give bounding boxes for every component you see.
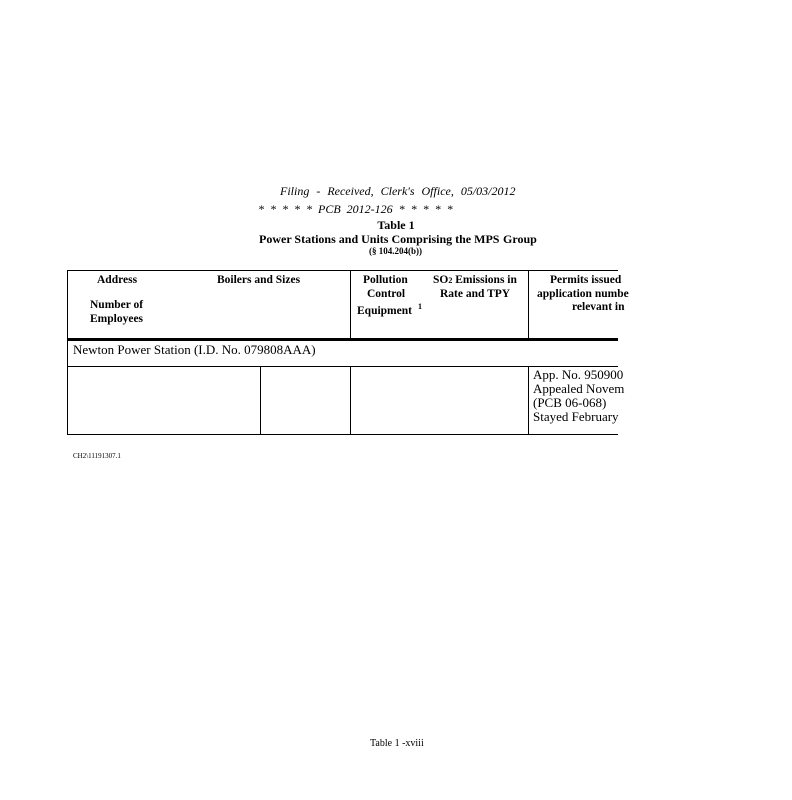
header-so2-line2: Rate and TPY <box>440 288 511 300</box>
header-employees-line2: Employees <box>90 313 144 325</box>
permits-cell-line3: (PCB 06-068) <box>533 395 607 410</box>
table-col-divider <box>260 366 261 435</box>
table-bottom-border <box>67 434 618 435</box>
header-pollution-line1: Pollution <box>363 274 408 286</box>
header-employees-line1: Number of <box>90 299 144 311</box>
table-top-border <box>67 270 618 271</box>
footnote-marker: 1 <box>417 302 422 311</box>
header-pollution-line2: Control <box>367 288 406 300</box>
document-id: CH2\11191307.1 <box>73 452 121 460</box>
header-permits-line3: relevant in <box>572 301 625 313</box>
permits-cell-line2: Appealed Novem <box>533 381 625 396</box>
header-boilers: Boilers and Sizes <box>217 274 301 286</box>
so2-subscript: 2 <box>448 276 453 285</box>
header-permits-line1: Permits issued <box>550 274 622 286</box>
table-col-divider <box>528 366 529 435</box>
header-address: Address <box>97 274 138 286</box>
header-so2-line1: SO2 Emissions in <box>433 274 517 286</box>
station-row-label: Newton Power Station (I.D. No. 079808AAA) <box>73 342 316 357</box>
permits-cell-line4: Stayed February <box>533 409 619 424</box>
permits-cell-line1: App. No. 950900 <box>533 367 624 382</box>
table-subtitle-group: Group <box>503 232 537 246</box>
table-section-reference: (§ 104.204(b)) <box>369 246 422 256</box>
pcb-stamp-line: * * * * * PCB 2012-126 * * * * * <box>258 202 453 216</box>
table-col-divider <box>350 366 351 435</box>
table-col-divider <box>528 270 529 339</box>
table-col-divider <box>350 270 351 339</box>
filing-stamp-line: Filing - Received, Clerk's Office, 05/03/2012 <box>280 184 516 198</box>
table-title: Table 1 <box>377 218 415 232</box>
table-left-border <box>67 270 68 435</box>
header-permits-line2: application numbe <box>537 288 629 300</box>
page-number: Table 1 -xviii <box>370 738 424 749</box>
table-subtitle: Power Stations and Units Comprising the MPS <box>259 232 500 246</box>
header-pollution-line3: Equipment $^1$ <box>357 302 422 317</box>
table-header-divider <box>67 338 618 341</box>
